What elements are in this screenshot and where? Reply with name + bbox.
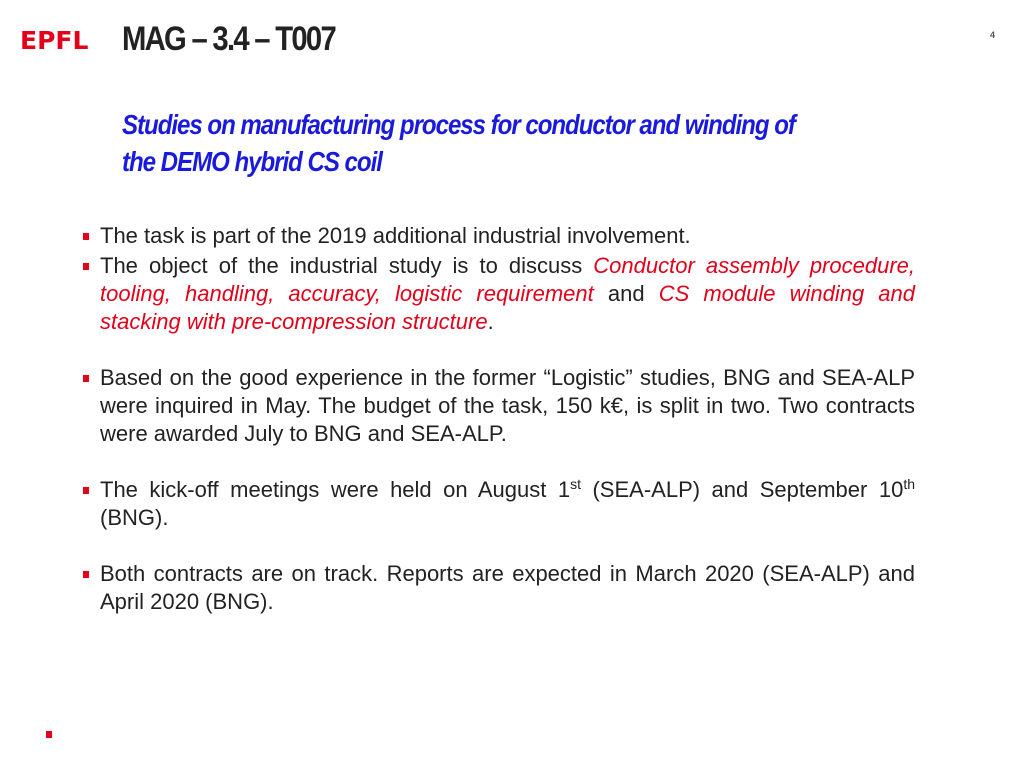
bullet-text: The kick-off meetings were held on August 1 bbox=[100, 477, 571, 502]
bullet-list bbox=[80, 222, 915, 616]
bullet-item bbox=[80, 476, 915, 532]
bullet-item bbox=[80, 252, 915, 336]
bullet-text: Both contracts are on track. Reports are expected in March 2020 (SEA-ALP) and April 2020 (BNG). bbox=[100, 561, 915, 614]
slide-subtitle bbox=[122, 106, 965, 180]
bullet-text: . bbox=[487, 309, 494, 334]
bullet-text: and bbox=[593, 281, 659, 306]
footer-marker-icon bbox=[46, 731, 52, 738]
bullet-marker-icon bbox=[83, 487, 89, 494]
bullet-text: The task is part of the 2019 additional industrial involvement. bbox=[100, 223, 691, 248]
subtitle-line-1: Studies on manufacturing process for conductor and winding of bbox=[122, 109, 795, 140]
highlight-text: Conductor assembly procedure, tooling, handling, accuracy, logistic requirement bbox=[100, 253, 915, 306]
epfl-logo: EPFL bbox=[20, 26, 89, 55]
ordinal-suffix: st bbox=[570, 476, 581, 492]
highlight-text: CS module winding and stacking with pre-compression structure bbox=[100, 281, 915, 334]
bullet-item bbox=[80, 560, 915, 616]
subtitle-line-2: the DEMO hybrid CS coil bbox=[122, 146, 382, 177]
bullet-marker-icon bbox=[83, 571, 89, 578]
bullet-marker-icon bbox=[83, 375, 89, 382]
slide-title: MAG – 3.4 – T007 bbox=[122, 20, 336, 58]
bullet-item bbox=[80, 222, 915, 250]
bullet-text: (BNG). bbox=[100, 505, 169, 530]
bullet-marker-icon bbox=[83, 263, 89, 270]
page-number: 4 bbox=[990, 30, 996, 40]
bullet-text: The object of the industrial study is to discuss bbox=[100, 253, 594, 278]
bullet-marker-icon bbox=[83, 233, 89, 240]
bullet-text: (SEA-ALP) and September 10 bbox=[581, 477, 904, 502]
ordinal-suffix: th bbox=[903, 476, 915, 492]
bullet-text: Based on the good experience in the former “Logistic” studies, BNG and SEA-ALP were inquired in May. The budget of the task, 150 k€, is split in two. Two contracts were awarded July to BNG and SEA-ALP. bbox=[100, 365, 915, 446]
bullet-item bbox=[80, 364, 915, 448]
